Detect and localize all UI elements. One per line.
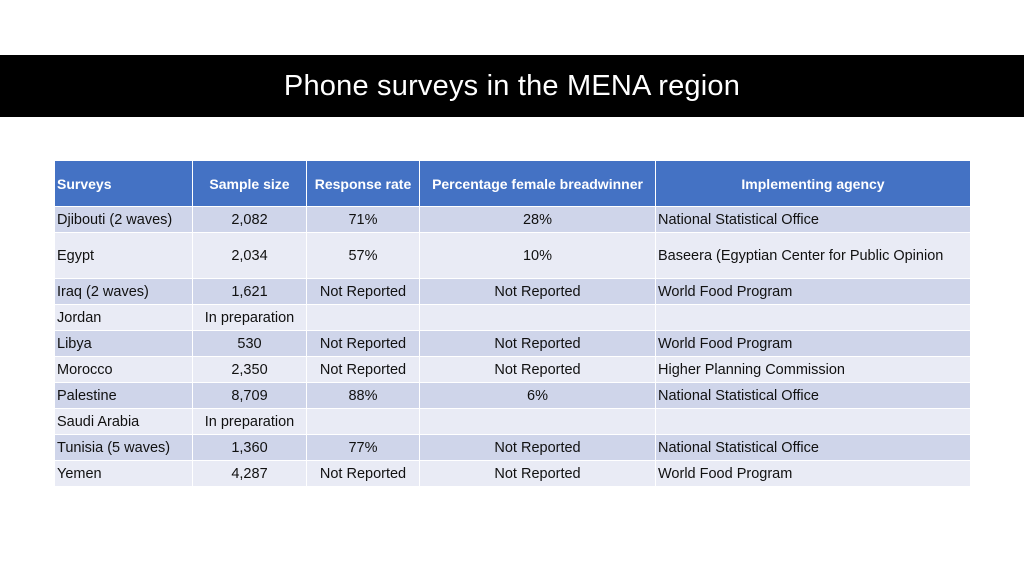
cell-agency: National Statistical Office [656, 383, 971, 409]
cell-survey: Libya [55, 331, 193, 357]
cell-agency: World Food Program [656, 279, 971, 305]
table-row [55, 279, 971, 305]
cell-agency: National Statistical Office [656, 207, 971, 233]
cell-agency: National Statistical Office [656, 435, 971, 461]
cell-response-rate: 71% [307, 207, 420, 233]
cell-survey: Egypt [55, 233, 193, 279]
cell-response-rate: Not Reported [307, 331, 420, 357]
cell-sample-size: In preparation [193, 409, 307, 435]
cell-female-breadwinner: 10% [420, 233, 656, 279]
cell-response-rate: Not Reported [307, 357, 420, 383]
cell-response-rate: Not Reported [307, 279, 420, 305]
table-row [55, 461, 971, 487]
cell-survey: Palestine [55, 383, 193, 409]
cell-survey: Iraq (2 waves) [55, 279, 193, 305]
table-row [55, 233, 971, 279]
cell-female-breadwinner: Not Reported [420, 279, 656, 305]
cell-response-rate: Not Reported [307, 461, 420, 487]
cell-female-breadwinner [420, 409, 656, 435]
header-sample-size: Sample size [193, 161, 307, 207]
title-bar [0, 55, 1024, 117]
surveys-table [54, 160, 971, 487]
cell-survey: Tunisia (5 waves) [55, 435, 193, 461]
cell-response-rate [307, 305, 420, 331]
cell-sample-size: 4,287 [193, 461, 307, 487]
cell-female-breadwinner: Not Reported [420, 461, 656, 487]
cell-sample-size: 530 [193, 331, 307, 357]
cell-sample-size: 1,360 [193, 435, 307, 461]
cell-agency: World Food Program [656, 461, 971, 487]
table-row [55, 357, 971, 383]
cell-survey: Morocco [55, 357, 193, 383]
header-implementing-agency: Implementing agency [656, 161, 971, 207]
header-surveys: Surveys [55, 161, 193, 207]
table-row [55, 331, 971, 357]
cell-sample-size: 2,350 [193, 357, 307, 383]
table-row [55, 383, 971, 409]
cell-agency [656, 409, 971, 435]
cell-agency: Higher Planning Commission [656, 357, 971, 383]
table-row [55, 435, 971, 461]
cell-female-breadwinner: 6% [420, 383, 656, 409]
cell-female-breadwinner: 28% [420, 207, 656, 233]
cell-female-breadwinner: Not Reported [420, 331, 656, 357]
cell-agency [656, 305, 971, 331]
table-row [55, 305, 971, 331]
cell-female-breadwinner [420, 305, 656, 331]
cell-agency: Baseera (Egyptian Center for Public Opinion [656, 233, 971, 279]
cell-sample-size: 1,621 [193, 279, 307, 305]
header-female-breadwinner: Percentage female breadwinner [420, 161, 656, 207]
slide-title: Phone surveys in the MENA region [283, 69, 741, 102]
table-row [55, 409, 971, 435]
cell-female-breadwinner: Not Reported [420, 435, 656, 461]
cell-sample-size: 8,709 [193, 383, 307, 409]
cell-agency: World Food Program [656, 331, 971, 357]
table-header-row [55, 161, 971, 207]
cell-survey: Saudi Arabia [55, 409, 193, 435]
cell-survey: Djibouti (2 waves) [55, 207, 193, 233]
cell-sample-size: 2,082 [193, 207, 307, 233]
cell-response-rate: 88% [307, 383, 420, 409]
cell-survey: Yemen [55, 461, 193, 487]
cell-response-rate: 57% [307, 233, 420, 279]
cell-sample-size: In preparation [193, 305, 307, 331]
header-response-rate: Response rate [307, 161, 420, 207]
cell-response-rate [307, 409, 420, 435]
cell-sample-size: 2,034 [193, 233, 307, 279]
table-row [55, 207, 971, 233]
cell-female-breadwinner: Not Reported [420, 357, 656, 383]
cell-survey: Jordan [55, 305, 193, 331]
cell-response-rate: 77% [307, 435, 420, 461]
